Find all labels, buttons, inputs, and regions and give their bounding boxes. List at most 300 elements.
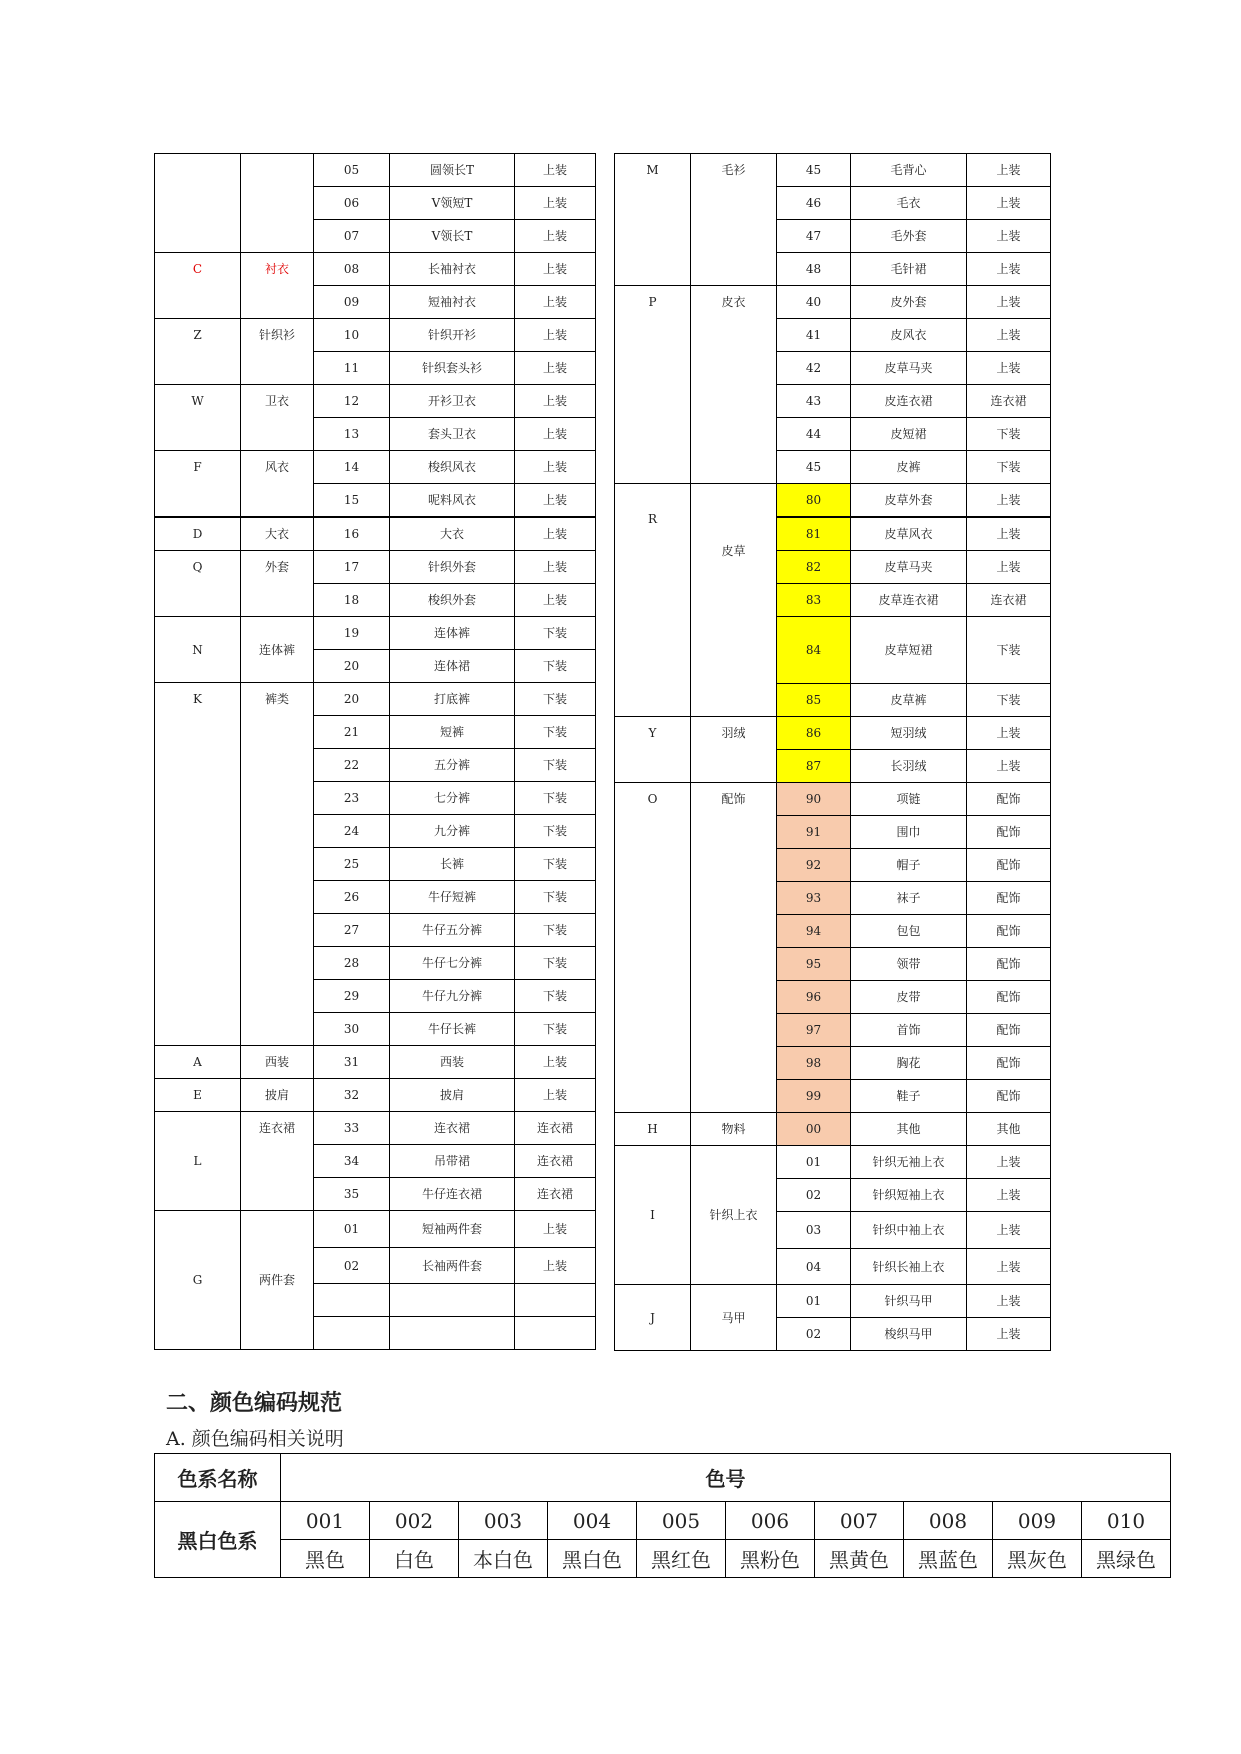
color-name: 黑灰色 — [993, 1540, 1082, 1578]
item-type: 下装 — [967, 684, 1051, 717]
item-type: 下装 — [515, 650, 596, 683]
item-type: 上装 — [515, 517, 596, 551]
table-row — [615, 484, 1051, 518]
item-code: 29 — [314, 980, 390, 1013]
item-type: 下装 — [515, 782, 596, 815]
item-name: 针织长袖上衣 — [851, 1249, 967, 1285]
table-row — [155, 1079, 596, 1112]
item-name: 牛仔九分裤 — [390, 980, 515, 1013]
table-row — [615, 286, 1051, 319]
color-code: 010 — [1082, 1502, 1171, 1540]
item-name: 七分裤 — [390, 782, 515, 815]
item-type: 下装 — [515, 749, 596, 782]
item-type: 上装 — [967, 717, 1051, 750]
item-code: 82 — [777, 551, 851, 584]
item-code: 20 — [314, 650, 390, 683]
item-name: 其他 — [851, 1113, 967, 1146]
item-name: V领长T — [390, 220, 515, 253]
category-letter: D — [155, 517, 241, 551]
item-code: 35 — [314, 1178, 390, 1211]
category-letter: N — [155, 617, 241, 683]
item-type: 上装 — [515, 484, 596, 518]
item-type: 上装 — [515, 253, 596, 286]
item-code: 24 — [314, 815, 390, 848]
item-type: 上装 — [967, 551, 1051, 584]
item-type: 上装 — [967, 319, 1051, 352]
code-header: 色号 — [281, 1454, 1171, 1502]
item-code: 27 — [314, 914, 390, 947]
item-name: 皮草外套 — [851, 484, 967, 518]
category-name: 皮草 — [691, 484, 777, 717]
item-code: 25 — [314, 848, 390, 881]
item-code: 85 — [777, 684, 851, 717]
item-code — [314, 1284, 390, 1317]
item-name: 梭织风衣 — [390, 451, 515, 484]
series-header: 色系名称 — [155, 1454, 281, 1502]
category-name: 外套 — [241, 551, 314, 617]
category-name: 羽绒 — [691, 717, 777, 783]
color-name-row — [155, 1540, 1171, 1578]
item-type: 上装 — [967, 1249, 1051, 1285]
item-type: 上装 — [515, 1046, 596, 1079]
item-code: 32 — [314, 1079, 390, 1112]
item-name: 针织中袖上衣 — [851, 1212, 967, 1249]
item-type: 上装 — [967, 253, 1051, 286]
color-code: 003 — [459, 1502, 548, 1540]
section-title: 二、颜色编码规范 — [166, 1390, 343, 1416]
item-type: 配饰 — [967, 783, 1051, 816]
item-code: 10 — [314, 319, 390, 352]
item-code: 90 — [777, 783, 851, 816]
category-name: 衬衣 — [241, 253, 314, 319]
item-code: 95 — [777, 948, 851, 981]
item-code — [314, 1317, 390, 1350]
item-name: 短裤 — [390, 716, 515, 749]
item-code: 87 — [777, 750, 851, 783]
item-code: 96 — [777, 981, 851, 1014]
color-name: 黑蓝色 — [904, 1540, 993, 1578]
item-name: 牛仔短裤 — [390, 881, 515, 914]
color-name: 本白色 — [459, 1540, 548, 1578]
item-type: 上装 — [967, 1212, 1051, 1249]
item-type: 上装 — [515, 286, 596, 319]
table-row — [155, 683, 596, 716]
item-code: 84 — [777, 617, 851, 684]
item-name: 短袖两件套 — [390, 1211, 515, 1248]
item-code: 40 — [777, 286, 851, 319]
item-code: 15 — [314, 484, 390, 518]
item-name: 梭织马甲 — [851, 1318, 967, 1351]
item-name: 皮短裙 — [851, 418, 967, 451]
category-letter: F — [155, 451, 241, 518]
color-code: 002 — [370, 1502, 459, 1540]
item-code: 01 — [777, 1285, 851, 1318]
item-code: 00 — [777, 1113, 851, 1146]
item-name: 项链 — [851, 783, 967, 816]
item-code: 11 — [314, 352, 390, 385]
table-row — [155, 1046, 596, 1079]
item-type: 上装 — [515, 1079, 596, 1112]
category-name — [241, 154, 314, 253]
item-name: 针织外套 — [390, 551, 515, 584]
item-code: 98 — [777, 1047, 851, 1080]
item-name: 皮草马夹 — [851, 352, 967, 385]
table-row — [155, 253, 596, 286]
item-name: 连衣裙 — [390, 1112, 515, 1145]
item-name: 连体裤 — [390, 617, 515, 650]
item-code: 14 — [314, 451, 390, 484]
item-name: 皮草裤 — [851, 684, 967, 717]
item-code: 93 — [777, 882, 851, 915]
item-code: 31 — [314, 1046, 390, 1079]
item-name: 围巾 — [851, 816, 967, 849]
table-row — [155, 319, 596, 352]
category-letter: P — [615, 286, 691, 484]
category-letter: M — [615, 154, 691, 286]
item-code: 07 — [314, 220, 390, 253]
color-code: 004 — [548, 1502, 637, 1540]
left-category-table — [154, 153, 596, 1350]
item-name: 披肩 — [390, 1079, 515, 1112]
item-name: 皮裤 — [851, 451, 967, 484]
category-name: 毛衫 — [691, 154, 777, 286]
category-name: 两件套 — [241, 1211, 314, 1350]
color-code: 009 — [993, 1502, 1082, 1540]
item-name: 毛外套 — [851, 220, 967, 253]
category-letter — [155, 154, 241, 253]
category-letter: Y — [615, 717, 691, 783]
item-name: 梭织外套 — [390, 584, 515, 617]
item-type: 下装 — [515, 947, 596, 980]
item-type: 上装 — [967, 1146, 1051, 1179]
item-code: 99 — [777, 1080, 851, 1113]
item-code: 20 — [314, 683, 390, 716]
item-code: 91 — [777, 816, 851, 849]
item-type: 下装 — [515, 683, 596, 716]
item-type: 上装 — [515, 584, 596, 617]
item-name: 领带 — [851, 948, 967, 981]
item-name: 大衣 — [390, 517, 515, 551]
item-name: 牛仔五分裤 — [390, 914, 515, 947]
item-type: 上装 — [515, 1211, 596, 1248]
item-name: 长袖两件套 — [390, 1248, 515, 1284]
item-type: 配饰 — [967, 1014, 1051, 1047]
series-name: 黑白色系 — [155, 1502, 281, 1578]
item-name: 包包 — [851, 915, 967, 948]
table-row — [155, 517, 596, 551]
item-code: 45 — [777, 154, 851, 187]
item-name: 皮风衣 — [851, 319, 967, 352]
category-name: 针织上衣 — [691, 1146, 777, 1285]
item-type: 下装 — [515, 980, 596, 1013]
item-type: 上装 — [967, 220, 1051, 253]
item-code: 02 — [777, 1179, 851, 1212]
table-row — [615, 717, 1051, 750]
item-type: 上装 — [515, 418, 596, 451]
item-name: 针织套头衫 — [390, 352, 515, 385]
item-name: 皮外套 — [851, 286, 967, 319]
category-letter: Q — [155, 551, 241, 617]
item-code: 17 — [314, 551, 390, 584]
item-name: 毛衣 — [851, 187, 967, 220]
category-name: 卫衣 — [241, 385, 314, 451]
color-name: 黑粉色 — [726, 1540, 815, 1578]
item-code: 09 — [314, 286, 390, 319]
item-name: 毛针裙 — [851, 253, 967, 286]
item-name: 毛背心 — [851, 154, 967, 187]
table-row — [155, 385, 596, 418]
category-letter: R — [615, 484, 691, 717]
right-category-table — [614, 153, 1051, 1351]
item-code: 02 — [777, 1318, 851, 1351]
item-name: 九分裤 — [390, 815, 515, 848]
category-name: 马甲 — [691, 1285, 777, 1351]
item-type: 其他 — [967, 1113, 1051, 1146]
item-type: 配饰 — [967, 882, 1051, 915]
item-type: 配饰 — [967, 915, 1051, 948]
item-type: 连衣裙 — [515, 1112, 596, 1145]
item-type: 上装 — [967, 750, 1051, 783]
item-type: 连衣裙 — [967, 584, 1051, 617]
item-name: 针织马甲 — [851, 1285, 967, 1318]
color-code: 006 — [726, 1502, 815, 1540]
category-name: 针织衫 — [241, 319, 314, 385]
item-type: 配饰 — [967, 981, 1051, 1014]
item-code: 94 — [777, 915, 851, 948]
item-name: 长袖衬衣 — [390, 253, 515, 286]
item-code: 06 — [314, 187, 390, 220]
item-code: 45 — [777, 451, 851, 484]
item-code: 19 — [314, 617, 390, 650]
item-name: 皮草风衣 — [851, 517, 967, 551]
table-row — [155, 551, 596, 584]
item-code: 42 — [777, 352, 851, 385]
table-row — [615, 154, 1051, 187]
item-type: 上装 — [515, 451, 596, 484]
item-name: 帽子 — [851, 849, 967, 882]
item-type: 下装 — [967, 418, 1051, 451]
item-code: 18 — [314, 584, 390, 617]
item-type: 上装 — [967, 1179, 1051, 1212]
item-type: 上装 — [515, 220, 596, 253]
table-row — [155, 154, 596, 187]
item-code: 43 — [777, 385, 851, 418]
item-code: 48 — [777, 253, 851, 286]
item-code: 01 — [314, 1211, 390, 1248]
item-name: 牛仔七分裤 — [390, 947, 515, 980]
item-type — [515, 1317, 596, 1350]
item-name: 打底裤 — [390, 683, 515, 716]
item-type: 下装 — [515, 914, 596, 947]
item-code: 44 — [777, 418, 851, 451]
category-name: 风衣 — [241, 451, 314, 518]
item-name: 针织无袖上衣 — [851, 1146, 967, 1179]
color-name: 白色 — [370, 1540, 459, 1578]
item-code: 33 — [314, 1112, 390, 1145]
item-name: 皮带 — [851, 981, 967, 1014]
item-name: 五分裤 — [390, 749, 515, 782]
item-type: 连衣裙 — [515, 1145, 596, 1178]
item-type: 上装 — [967, 154, 1051, 187]
category-name: 披肩 — [241, 1079, 314, 1112]
item-type: 上装 — [967, 1285, 1051, 1318]
item-type — [515, 1284, 596, 1317]
item-name: 皮连衣裙 — [851, 385, 967, 418]
category-name: 皮衣 — [691, 286, 777, 484]
item-type: 下装 — [515, 1013, 596, 1046]
item-code: 30 — [314, 1013, 390, 1046]
table-row — [155, 617, 596, 650]
item-code: 13 — [314, 418, 390, 451]
color-code: 005 — [637, 1502, 726, 1540]
item-name: 圆领长T — [390, 154, 515, 187]
item-name: 针织短袖上衣 — [851, 1179, 967, 1212]
item-code: 02 — [314, 1248, 390, 1284]
color-code-table — [154, 1453, 1171, 1578]
color-name: 黑红色 — [637, 1540, 726, 1578]
category-letter: C — [155, 253, 241, 319]
item-code: 86 — [777, 717, 851, 750]
item-type: 配饰 — [967, 1080, 1051, 1113]
color-table-header-row — [155, 1454, 1171, 1502]
item-type: 上装 — [967, 517, 1051, 551]
item-type: 配饰 — [967, 1047, 1051, 1080]
category-name: 物料 — [691, 1113, 777, 1146]
item-code: 81 — [777, 517, 851, 551]
item-name: 套头卫衣 — [390, 418, 515, 451]
item-name: 长羽绒 — [851, 750, 967, 783]
item-name: 连体裙 — [390, 650, 515, 683]
item-name: 吊带裙 — [390, 1145, 515, 1178]
item-name: 皮草马夹 — [851, 551, 967, 584]
item-code: 83 — [777, 584, 851, 617]
item-code: 92 — [777, 849, 851, 882]
color-code-row — [155, 1502, 1171, 1540]
item-type: 上装 — [967, 352, 1051, 385]
table-row — [615, 1113, 1051, 1146]
item-type: 上装 — [967, 484, 1051, 518]
item-code: 97 — [777, 1014, 851, 1047]
item-name: 针织开衫 — [390, 319, 515, 352]
item-name: 皮草连衣裙 — [851, 584, 967, 617]
item-code: 80 — [777, 484, 851, 518]
category-name: 配饰 — [691, 783, 777, 1113]
table-row — [155, 1112, 596, 1145]
category-letter: H — [615, 1113, 691, 1146]
category-letter: I — [615, 1146, 691, 1285]
item-name: 短羽绒 — [851, 717, 967, 750]
item-code: 21 — [314, 716, 390, 749]
item-code: 01 — [777, 1146, 851, 1179]
item-type: 连衣裙 — [515, 1178, 596, 1211]
category-letter: E — [155, 1079, 241, 1112]
item-name: V领短T — [390, 187, 515, 220]
table-row — [615, 783, 1051, 816]
category-letter: L — [155, 1112, 241, 1211]
item-type: 配饰 — [967, 816, 1051, 849]
item-type: 配饰 — [967, 849, 1051, 882]
category-letter: G — [155, 1211, 241, 1350]
item-type: 下装 — [515, 617, 596, 650]
item-name — [390, 1317, 515, 1350]
category-letter: J — [615, 1285, 691, 1351]
category-name: 西装 — [241, 1046, 314, 1079]
item-type: 下装 — [967, 451, 1051, 484]
item-name — [390, 1284, 515, 1317]
item-code: 22 — [314, 749, 390, 782]
item-type: 上装 — [515, 154, 596, 187]
item-name: 西装 — [390, 1046, 515, 1079]
item-type: 配饰 — [967, 948, 1051, 981]
item-type: 上装 — [515, 1248, 596, 1284]
table-row — [615, 1146, 1051, 1179]
item-name: 牛仔连衣裙 — [390, 1178, 515, 1211]
item-name: 短袖衬衣 — [390, 286, 515, 319]
item-type: 下装 — [515, 881, 596, 914]
item-type: 上装 — [515, 385, 596, 418]
item-type: 连衣裙 — [967, 385, 1051, 418]
item-name: 袜子 — [851, 882, 967, 915]
table-row — [615, 1285, 1051, 1318]
item-name: 开衫卫衣 — [390, 385, 515, 418]
item-type: 上装 — [967, 1318, 1051, 1351]
item-name: 鞋子 — [851, 1080, 967, 1113]
category-letter: A — [155, 1046, 241, 1079]
item-type: 上装 — [515, 352, 596, 385]
color-name: 黑绿色 — [1082, 1540, 1171, 1578]
color-code: 007 — [815, 1502, 904, 1540]
item-code: 08 — [314, 253, 390, 286]
color-name: 黑白色 — [548, 1540, 637, 1578]
item-type: 上装 — [967, 286, 1051, 319]
item-code: 23 — [314, 782, 390, 815]
category-letter: K — [155, 683, 241, 1046]
item-name: 胸花 — [851, 1047, 967, 1080]
item-name: 呢料风衣 — [390, 484, 515, 518]
category-name: 连衣裙 — [241, 1112, 314, 1211]
item-type: 下装 — [515, 716, 596, 749]
item-type: 下装 — [515, 815, 596, 848]
item-code: 03 — [777, 1212, 851, 1249]
item-code: 46 — [777, 187, 851, 220]
category-letter: Z — [155, 319, 241, 385]
item-type: 上装 — [967, 187, 1051, 220]
table-row — [155, 1211, 596, 1248]
item-name: 牛仔长裤 — [390, 1013, 515, 1046]
item-code: 05 — [314, 154, 390, 187]
item-type: 下装 — [967, 617, 1051, 684]
item-name: 皮草短裙 — [851, 617, 967, 684]
table-row — [155, 451, 596, 484]
item-code: 34 — [314, 1145, 390, 1178]
item-type: 上装 — [515, 551, 596, 584]
color-code: 008 — [904, 1502, 993, 1540]
category-name: 连体裤 — [241, 617, 314, 683]
color-code: 001 — [281, 1502, 370, 1540]
item-code: 16 — [314, 517, 390, 551]
item-code: 28 — [314, 947, 390, 980]
item-type: 下装 — [515, 848, 596, 881]
item-code: 47 — [777, 220, 851, 253]
category-letter: O — [615, 783, 691, 1113]
section-subtitle: A. 颜色编码相关说明 — [166, 1428, 344, 1450]
item-code: 41 — [777, 319, 851, 352]
item-code: 04 — [777, 1249, 851, 1285]
category-letter: W — [155, 385, 241, 451]
category-name: 裤类 — [241, 683, 314, 1046]
item-code: 12 — [314, 385, 390, 418]
color-name: 黑色 — [281, 1540, 370, 1578]
